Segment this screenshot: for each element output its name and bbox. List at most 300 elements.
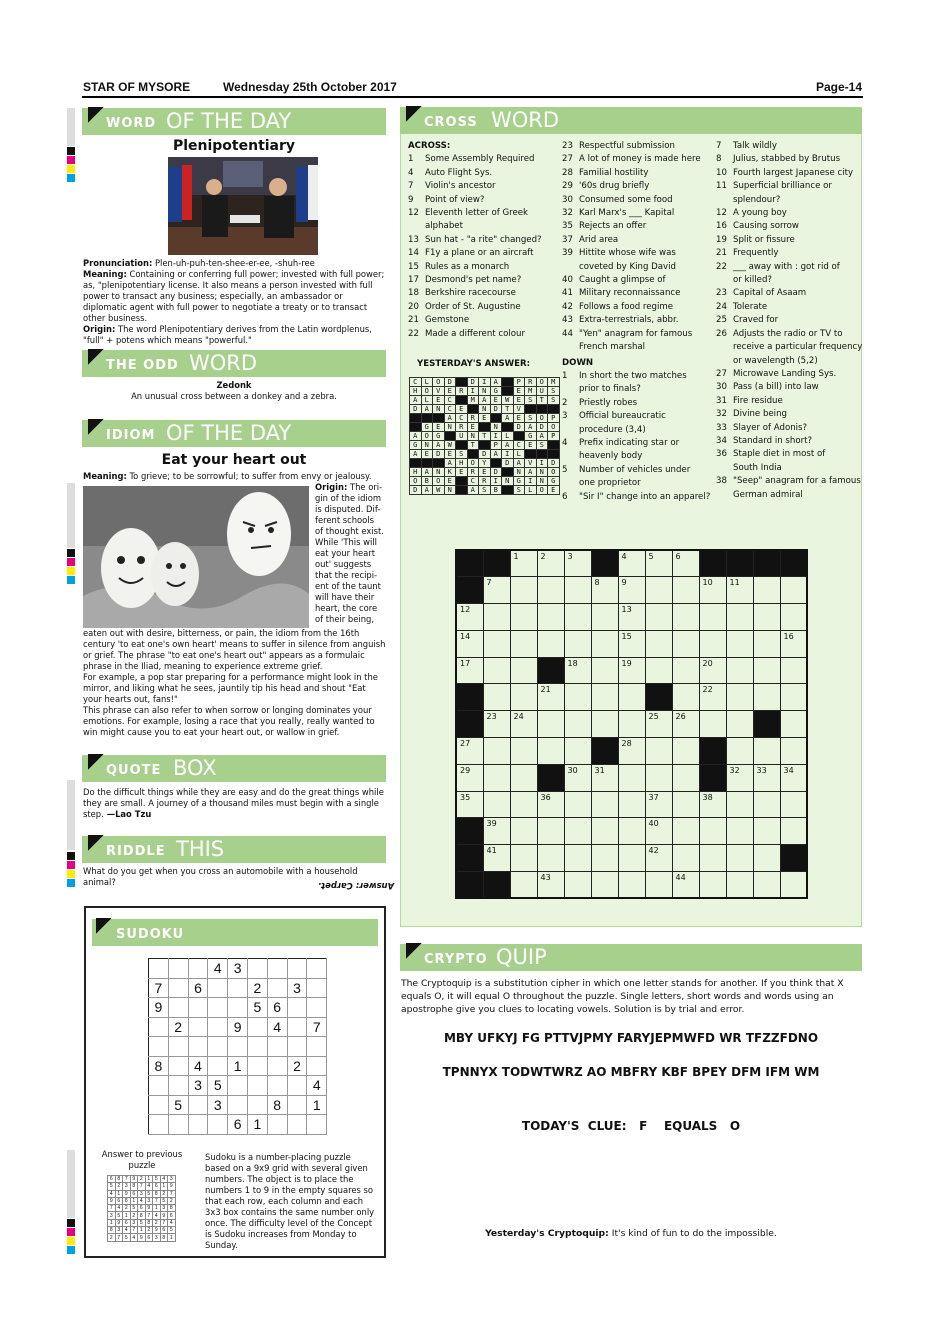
crossword-cell[interactable]: [753, 872, 780, 899]
crossword-cell[interactable]: [699, 738, 726, 765]
crossword-cell[interactable]: [780, 604, 807, 631]
crossword-cell[interactable]: [564, 845, 591, 872]
crossword-cell[interactable]: 7: [483, 577, 510, 604]
crossword-cell[interactable]: [645, 657, 672, 684]
crossword-cell[interactable]: [510, 577, 537, 604]
crossword-cell[interactable]: [672, 764, 699, 791]
sudoku-cell[interactable]: [307, 1056, 327, 1076]
crossword-cell[interactable]: 11: [726, 577, 753, 604]
prev-sudoku-cell: 4: [145, 1183, 153, 1190]
sudoku-cell[interactable]: [247, 1037, 267, 1057]
crossword-cell[interactable]: [456, 550, 483, 577]
yesterday-cell: E: [444, 450, 456, 459]
crossword-cell[interactable]: [753, 845, 780, 872]
sudoku-cell[interactable]: [307, 1037, 327, 1057]
crossword-cell[interactable]: [483, 550, 510, 577]
yesterday-cell: B: [490, 486, 502, 495]
crossword-cell[interactable]: 38: [699, 791, 726, 818]
crossword-cell[interactable]: [726, 604, 753, 631]
sudoku-cell[interactable]: 9: [149, 998, 169, 1018]
crossword-cell[interactable]: 15: [618, 630, 645, 657]
sudoku-cell[interactable]: 7: [149, 978, 169, 998]
yesterday-cell: N: [490, 423, 502, 432]
prev-sudoku-cell: 5: [153, 1176, 161, 1183]
crossword-cell[interactable]: [483, 604, 510, 631]
crossword-cell[interactable]: [483, 657, 510, 684]
crossword-cell[interactable]: [483, 738, 510, 765]
prev-sudoku-cell: 4: [160, 1176, 168, 1183]
sudoku-cell[interactable]: [307, 998, 327, 1018]
crossword-cell[interactable]: [780, 550, 807, 577]
crossword-cell[interactable]: 30: [564, 764, 591, 791]
prev-sudoku-cell: 6: [160, 1227, 168, 1234]
sudoku-cell[interactable]: [168, 959, 188, 979]
yesterday-cell: N: [536, 468, 548, 477]
yesterday-cell: [456, 378, 468, 387]
crossword-cell[interactable]: [780, 845, 807, 872]
sudoku-cell[interactable]: [188, 1017, 208, 1037]
sudoku-cell[interactable]: [149, 1076, 169, 1096]
sudoku-cell[interactable]: [208, 1056, 228, 1076]
crossword-cell[interactable]: 35: [456, 791, 483, 818]
crossword-cell[interactable]: [672, 604, 699, 631]
sudoku-cell[interactable]: [168, 1037, 188, 1057]
crossword-cell[interactable]: [456, 845, 483, 872]
crossword-cell[interactable]: [456, 684, 483, 711]
prev-sudoku-cell: 1: [145, 1176, 153, 1183]
crossword-cell[interactable]: 26: [672, 711, 699, 738]
crossword-cell[interactable]: 34: [780, 764, 807, 791]
yesterday-cell: [548, 405, 560, 414]
crossword-cell[interactable]: 24: [510, 711, 537, 738]
yesterday-cell: H: [456, 459, 468, 468]
sudoku-cell[interactable]: 6: [188, 978, 208, 998]
crossword-cell[interactable]: [726, 630, 753, 657]
sudoku-cell[interactable]: 3: [287, 978, 307, 998]
crossword-cell[interactable]: [510, 657, 537, 684]
sudoku-cell[interactable]: [149, 1037, 169, 1057]
crossword-cell[interactable]: [753, 818, 780, 845]
crossword-cell[interactable]: [780, 711, 807, 738]
crossword-cell[interactable]: [753, 577, 780, 604]
crossword-cell[interactable]: [699, 764, 726, 791]
crossword-cell[interactable]: [591, 630, 618, 657]
sudoku-cell[interactable]: 3: [188, 1076, 208, 1096]
crossword-cell[interactable]: [699, 550, 726, 577]
sudoku-cell[interactable]: 5: [247, 998, 267, 1018]
yesterday-cell: W: [444, 441, 456, 450]
sudoku-cell[interactable]: [188, 1037, 208, 1057]
crossword-cell[interactable]: [483, 684, 510, 711]
sudoku-cell[interactable]: [149, 959, 169, 979]
crossword-cell[interactable]: [618, 711, 645, 738]
yesterday-cell: E: [525, 441, 537, 450]
crossword-cell[interactable]: [537, 577, 564, 604]
yesterday-cell: [502, 486, 514, 495]
crossword-cell[interactable]: [672, 577, 699, 604]
sudoku-cell[interactable]: 4: [267, 1017, 287, 1037]
sudoku-cell[interactable]: [208, 1115, 228, 1135]
yesterday-cell: N: [536, 477, 548, 486]
crossword-cell[interactable]: [780, 577, 807, 604]
sudoku-cell[interactable]: [247, 1076, 267, 1096]
crossword-cell[interactable]: [510, 684, 537, 711]
crossword-cell[interactable]: [564, 630, 591, 657]
sudoku-cell[interactable]: 8: [149, 1056, 169, 1076]
prev-sudoku-cell: 9: [108, 1197, 116, 1204]
crossword-cell[interactable]: [537, 818, 564, 845]
crossword-cell[interactable]: [780, 818, 807, 845]
yesterday-cell: R: [525, 378, 537, 387]
crossword-cell[interactable]: [699, 711, 726, 738]
crossword-cell[interactable]: 2: [537, 550, 564, 577]
sudoku-cell[interactable]: 4: [188, 1056, 208, 1076]
crossword-cell[interactable]: [726, 550, 753, 577]
crossword-cell[interactable]: [510, 818, 537, 845]
crossword-cell[interactable]: [699, 604, 726, 631]
sudoku-cell[interactable]: 5: [168, 1095, 188, 1115]
sudoku-cell[interactable]: [287, 998, 307, 1018]
crossword-cell[interactable]: 39: [483, 818, 510, 845]
prev-sudoku-cell: 1: [108, 1219, 116, 1226]
crossword-cell[interactable]: 43: [537, 872, 564, 899]
crossword-cell[interactable]: [564, 791, 591, 818]
crossword-cell[interactable]: 42: [645, 845, 672, 872]
crossword-cell[interactable]: [564, 577, 591, 604]
crossword-cell[interactable]: [672, 684, 699, 711]
crossword-cell[interactable]: [753, 657, 780, 684]
crossword-cell[interactable]: [726, 684, 753, 711]
sudoku-cell[interactable]: [168, 1115, 188, 1135]
crossword-cell[interactable]: [672, 818, 699, 845]
crossword-cell[interactable]: [672, 738, 699, 765]
crossword-cell[interactable]: [645, 684, 672, 711]
crossword-cell[interactable]: [537, 738, 564, 765]
crossword-cell[interactable]: [645, 738, 672, 765]
crossword-cell[interactable]: 44: [672, 872, 699, 899]
yesterday-cell: O: [548, 423, 560, 432]
sudoku-cell[interactable]: 7: [307, 1017, 327, 1037]
crossword-cell[interactable]: [672, 845, 699, 872]
sudoku-cell[interactable]: [267, 978, 287, 998]
crossword-cell[interactable]: 40: [645, 818, 672, 845]
crossword-cell[interactable]: 13: [618, 604, 645, 631]
clue-item: prior to finals?: [579, 384, 641, 395]
crossword-cell[interactable]: [699, 818, 726, 845]
crossword-cell[interactable]: 4: [618, 550, 645, 577]
crossword-cell[interactable]: [672, 657, 699, 684]
prev-sudoku-cell: 5: [145, 1190, 153, 1197]
clue-item: heavenly body: [579, 451, 643, 462]
crossword-cell[interactable]: [510, 845, 537, 872]
sudoku-cell[interactable]: [287, 959, 307, 979]
yesterday-cell: C: [444, 396, 456, 405]
sudoku-cell[interactable]: 1: [307, 1095, 327, 1115]
crossword-cell[interactable]: [780, 657, 807, 684]
crossword-cell[interactable]: [591, 711, 618, 738]
sudoku-cell[interactable]: [247, 1017, 267, 1037]
crossword-cell[interactable]: 36: [537, 791, 564, 818]
crossword-cell[interactable]: [618, 818, 645, 845]
crossword-cell[interactable]: [564, 738, 591, 765]
crossword-cell[interactable]: [456, 711, 483, 738]
yesterday-cell: O: [536, 378, 548, 387]
sudoku-cell[interactable]: [149, 1115, 169, 1135]
word-of-day-title: Plenipotentiary: [172, 138, 296, 154]
sudoku-cell[interactable]: [267, 1076, 287, 1096]
crossword-cell[interactable]: 6: [672, 550, 699, 577]
crossword-cell[interactable]: [456, 872, 483, 899]
crossword-cell[interactable]: [510, 764, 537, 791]
crossword-cell[interactable]: 33: [753, 764, 780, 791]
crossword-cell[interactable]: [510, 791, 537, 818]
sudoku-cell[interactable]: 2: [168, 1017, 188, 1037]
sudoku-cell[interactable]: 8: [267, 1095, 287, 1115]
sudoku-cell[interactable]: [228, 1076, 248, 1096]
crossword-cell[interactable]: 25: [645, 711, 672, 738]
crossword-cell[interactable]: [780, 738, 807, 765]
crossword-cell[interactable]: [483, 872, 510, 899]
crossword-cell[interactable]: 1: [510, 550, 537, 577]
sudoku-cell[interactable]: [228, 1095, 248, 1115]
crossword-cell[interactable]: [699, 845, 726, 872]
crossword-cell[interactable]: [537, 604, 564, 631]
crossword-cell[interactable]: 9: [618, 577, 645, 604]
crossword-cell[interactable]: 41: [483, 845, 510, 872]
yesterday-cell: N: [467, 432, 479, 441]
sudoku-cell[interactable]: [247, 1056, 267, 1076]
yesterday-cell: O: [536, 486, 548, 495]
crossword-cell[interactable]: [645, 872, 672, 899]
crossword-cell[interactable]: [753, 630, 780, 657]
crossword-cell[interactable]: [753, 604, 780, 631]
crossword-cell[interactable]: [537, 657, 564, 684]
crossword-cell[interactable]: [591, 657, 618, 684]
clue-item: 13 Sun hat - "a rite" changed?: [408, 234, 542, 245]
crossword-cell[interactable]: [591, 684, 618, 711]
across-clues-col2: 23 Respectful submission 27 A lot of money is made here 28 Familial hostility 29 '60s drug briefly 30 Consumed some food 32 Karl Marx's ___ Kapital 35 Rejects an offer 37 Arid area 39 Hittite whose wife was coveted by King David 40 Caught a glimpse of 41 Military reconnaissance 42 Follows a food regime 43 Extra-terrestrials, abbr. 44 "Yen" anagram for famous French marshal DOWN 1 In short the two matches prior to finals? 2 Priestly robes 3 Official bureaucratic procedure (3,4) 4 Prefix indicating star or heavenly body 5 Number of vehicles under one proprietor 6 "Sir I" change into an apparel?: [562, 140, 712, 504]
idiom-band: IDIOM OF THE DAY: [82, 420, 386, 447]
crossword-cell[interactable]: [645, 764, 672, 791]
crossword-cell[interactable]: [618, 872, 645, 899]
sudoku-cell[interactable]: [228, 978, 248, 998]
crossword-cell[interactable]: [591, 604, 618, 631]
crossword-cell[interactable]: [753, 711, 780, 738]
clue-item: 5 Number of vehicles under: [562, 464, 691, 475]
sudoku-cell[interactable]: 6: [228, 1115, 248, 1135]
sudoku-cell[interactable]: [168, 998, 188, 1018]
sudoku-cell[interactable]: [168, 1076, 188, 1096]
crossword-cell[interactable]: [591, 872, 618, 899]
crossword-cell[interactable]: 18: [564, 657, 591, 684]
sudoku-cell[interactable]: [149, 1017, 169, 1037]
sudoku-cell[interactable]: [188, 1095, 208, 1115]
crossword-cell[interactable]: [699, 872, 726, 899]
crossword-cell[interactable]: [456, 577, 483, 604]
prev-sudoku-cell: 6: [130, 1190, 138, 1197]
crossword-cell[interactable]: [537, 764, 564, 791]
prev-sudoku-cell: 7: [115, 1234, 123, 1241]
yesterday-cell: W: [502, 396, 514, 405]
prev-sudoku-cell: 5: [160, 1197, 168, 1204]
sudoku-cell[interactable]: [287, 1115, 307, 1135]
yesterday-cell: I: [536, 459, 548, 468]
crossword-cell[interactable]: [726, 845, 753, 872]
sudoku-cell[interactable]: [228, 1037, 248, 1057]
crossword-cell[interactable]: [753, 791, 780, 818]
crossword-cell[interactable]: [483, 764, 510, 791]
crossword-cell[interactable]: 19: [618, 657, 645, 684]
sudoku-cell[interactable]: 3: [228, 959, 248, 979]
crossword-cell[interactable]: 12: [456, 604, 483, 631]
crossword-cell[interactable]: [726, 872, 753, 899]
yesterday-cell: E: [456, 468, 468, 477]
crossword-cell[interactable]: 8: [591, 577, 618, 604]
crossword-cell[interactable]: [726, 711, 753, 738]
crossword-cell[interactable]: [645, 630, 672, 657]
sudoku-cell[interactable]: 3: [208, 1095, 228, 1115]
crossword-cell[interactable]: [591, 791, 618, 818]
crossword-cell[interactable]: 32: [726, 764, 753, 791]
crossword-cell[interactable]: [780, 872, 807, 899]
sudoku-cell[interactable]: [188, 959, 208, 979]
crossword-cell[interactable]: [618, 845, 645, 872]
crossword-cell[interactable]: 20: [699, 657, 726, 684]
crossword-cell[interactable]: [672, 791, 699, 818]
crossword-cell[interactable]: [753, 738, 780, 765]
crossword-cell[interactable]: [753, 684, 780, 711]
crossword-cell[interactable]: [726, 738, 753, 765]
crossword-cell[interactable]: [780, 684, 807, 711]
crossword-cell[interactable]: [564, 684, 591, 711]
crossword-cell[interactable]: [537, 845, 564, 872]
crossword-cell[interactable]: 3: [564, 550, 591, 577]
prev-sudoku-cell: 2: [130, 1212, 138, 1219]
sudoku-cell[interactable]: [287, 1076, 307, 1096]
crossword-cell[interactable]: [618, 764, 645, 791]
sudoku-cell[interactable]: [287, 1095, 307, 1115]
crossword-cell[interactable]: [591, 550, 618, 577]
yesterday-cell: I: [502, 450, 514, 459]
sudoku-cell[interactable]: [267, 1037, 287, 1057]
clue-item: 34 Standard in short?: [716, 435, 813, 446]
sudoku-cell[interactable]: 5: [208, 1076, 228, 1096]
crossword-cell[interactable]: [591, 818, 618, 845]
crossword-cell[interactable]: 10: [699, 577, 726, 604]
crossword-cell[interactable]: [780, 791, 807, 818]
crossword-cell[interactable]: [483, 791, 510, 818]
crossword-cell[interactable]: [699, 630, 726, 657]
sudoku-cell[interactable]: [168, 978, 188, 998]
crossword-cell[interactable]: 23: [483, 711, 510, 738]
prev-sudoku-cell: 7: [130, 1227, 138, 1234]
sudoku-cell[interactable]: [208, 998, 228, 1018]
yesterday-cell: A: [467, 486, 479, 495]
sudoku-cell[interactable]: [208, 1037, 228, 1057]
crossword-cell[interactable]: [537, 711, 564, 738]
crossword-cell[interactable]: 37: [645, 791, 672, 818]
crossword-cell[interactable]: [510, 738, 537, 765]
sudoku-cell[interactable]: [247, 959, 267, 979]
crossword-cell[interactable]: 27: [456, 738, 483, 765]
sudoku-cell[interactable]: 4: [208, 959, 228, 979]
crossword-cell[interactable]: [726, 818, 753, 845]
prev-sudoku-cell: 1: [130, 1197, 138, 1204]
crossword-cell[interactable]: [591, 845, 618, 872]
crossword-cell[interactable]: [510, 604, 537, 631]
sudoku-cell[interactable]: [287, 1037, 307, 1057]
crossword-cell[interactable]: 21: [537, 684, 564, 711]
crossword-cell[interactable]: [645, 577, 672, 604]
sudoku-cell[interactable]: 2: [287, 1056, 307, 1076]
crossword-cell[interactable]: [618, 791, 645, 818]
crossword-cell[interactable]: [564, 711, 591, 738]
crossword-cell[interactable]: 17: [456, 657, 483, 684]
sudoku-cell[interactable]: 1: [228, 1056, 248, 1076]
sudoku-cell[interactable]: [267, 1115, 287, 1135]
crossword-cell[interactable]: [726, 791, 753, 818]
sudoku-cell[interactable]: [287, 1017, 307, 1037]
crossword-cell[interactable]: [456, 818, 483, 845]
sudoku-cell[interactable]: [208, 978, 228, 998]
crossword-cell[interactable]: [510, 630, 537, 657]
crossword-cell[interactable]: 22: [699, 684, 726, 711]
sudoku-cell[interactable]: [307, 959, 327, 979]
crossword-cell[interactable]: [564, 604, 591, 631]
sudoku-cell[interactable]: [168, 1056, 188, 1076]
sudoku-cell[interactable]: [307, 1115, 327, 1135]
crossword-cell[interactable]: [753, 550, 780, 577]
clue-item: 7 Talk wildly: [716, 141, 777, 151]
sudoku-cell[interactable]: [188, 1115, 208, 1135]
crossword-cell[interactable]: [672, 630, 699, 657]
clue-item: 4 Prefix indicating star or: [562, 437, 680, 448]
crossword-cell[interactable]: [618, 684, 645, 711]
crossword-cell[interactable]: [483, 630, 510, 657]
crossword-cell[interactable]: 14: [456, 630, 483, 657]
crossword-cell[interactable]: [564, 872, 591, 899]
sudoku-cell[interactable]: 6: [267, 998, 287, 1018]
sudoku-cell[interactable]: 9: [228, 1017, 248, 1037]
crossword-cell[interactable]: 31: [591, 764, 618, 791]
sudoku-cell[interactable]: [188, 998, 208, 1018]
sudoku-cell[interactable]: [307, 978, 327, 998]
crossword-cell[interactable]: 29: [456, 764, 483, 791]
crossword-cell[interactable]: 5: [645, 550, 672, 577]
sudoku-cell[interactable]: 2: [247, 978, 267, 998]
sudoku-cell[interactable]: [267, 959, 287, 979]
sudoku-cell[interactable]: [228, 998, 248, 1018]
yesterday-cell: [513, 432, 525, 441]
sudoku-cell[interactable]: [247, 1095, 267, 1115]
sudoku-cell[interactable]: 4: [307, 1076, 327, 1096]
crossword-cell[interactable]: 28: [618, 738, 645, 765]
sudoku-cell[interactable]: [149, 1095, 169, 1115]
prev-sudoku-cell: 7: [123, 1176, 131, 1183]
prev-sudoku-cell: 2: [153, 1219, 161, 1226]
crossword-cell[interactable]: [510, 872, 537, 899]
sudoku-cell[interactable]: [267, 1056, 287, 1076]
yesterday-cell: E: [433, 396, 445, 405]
crossword-cell[interactable]: [537, 630, 564, 657]
crossword-cell[interactable]: [591, 738, 618, 765]
crossword-cell[interactable]: [726, 657, 753, 684]
sudoku-cell[interactable]: 1: [247, 1115, 267, 1135]
crossword-cell[interactable]: 16: [780, 630, 807, 657]
sudoku-cell[interactable]: [208, 1017, 228, 1037]
crossword-cell[interactable]: [645, 604, 672, 631]
crossword-cell[interactable]: [564, 818, 591, 845]
